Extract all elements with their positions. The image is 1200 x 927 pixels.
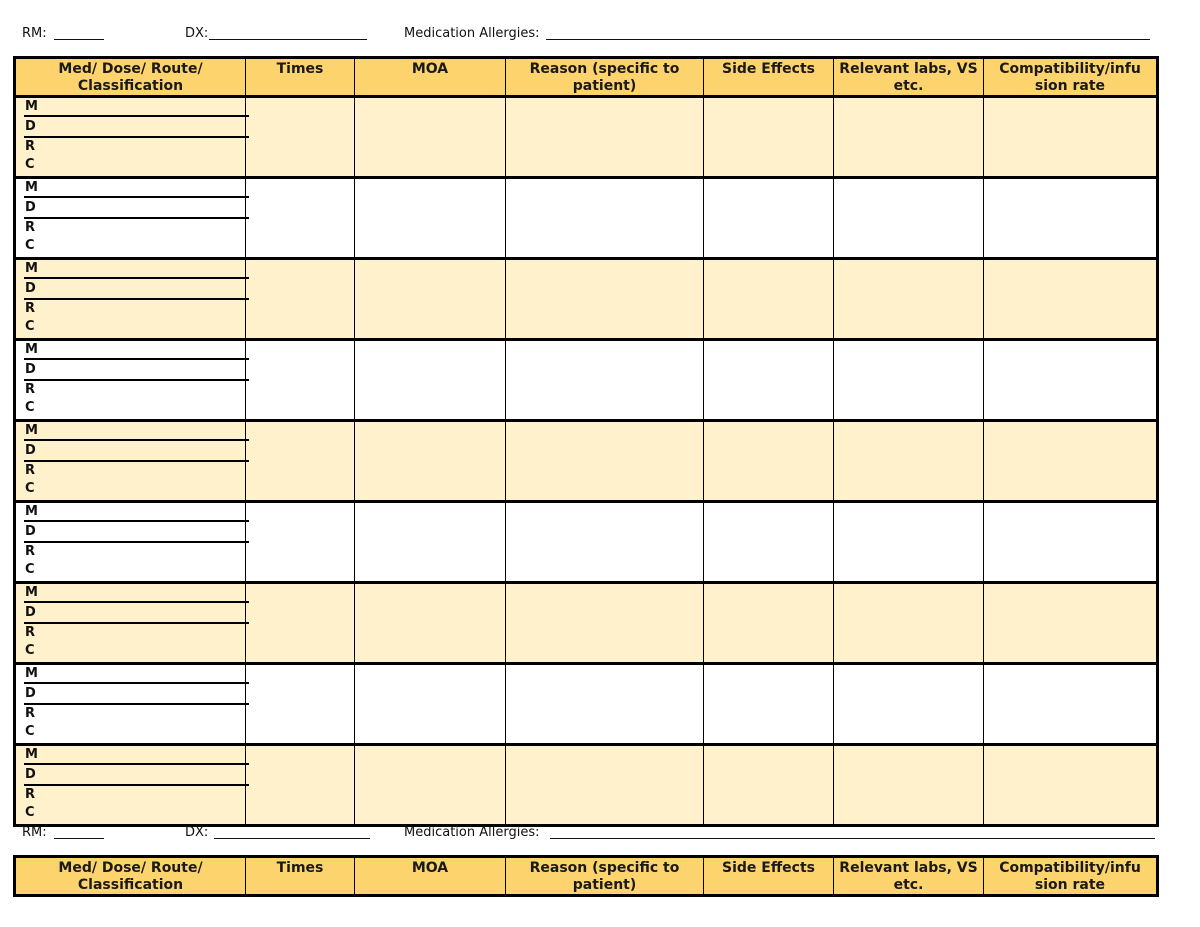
cell-med[interactable] (15, 259, 246, 340)
cell-moa[interactable] (355, 340, 506, 421)
cell-compatibility[interactable] (984, 745, 1158, 826)
cell-times[interactable] (246, 340, 355, 421)
mdrc-label-c: C (25, 319, 35, 334)
cell-labs[interactable] (834, 97, 984, 178)
table-row (15, 340, 1158, 421)
mdrc-label-c: C (25, 157, 35, 172)
mdrc-rule (24, 196, 249, 198)
dx-field[interactable] (209, 39, 367, 40)
mdrc-block (16, 341, 245, 419)
cell-labs[interactable] (834, 421, 984, 502)
cell-reason[interactable] (506, 421, 704, 502)
mdrc-label-r: R (25, 301, 36, 316)
cell-med[interactable] (15, 583, 246, 664)
mdrc-label-d: D (25, 605, 36, 620)
col-header-reason: Reason (specific to patient) (506, 58, 704, 97)
cell-labs[interactable] (834, 340, 984, 421)
mdrc-rule (24, 763, 249, 765)
header-fields-top (22, 26, 1158, 44)
mdrc-label-m: M (25, 261, 38, 276)
cell-compatibility[interactable] (984, 259, 1158, 340)
cell-compatibility[interactable] (984, 664, 1158, 745)
cell-side-effects[interactable] (704, 97, 834, 178)
mdrc-label-m: M (25, 423, 38, 438)
cell-side-effects[interactable] (704, 745, 834, 826)
mdrc-rule (24, 682, 249, 684)
mdrc-rule (24, 298, 249, 300)
cell-labs[interactable] (834, 259, 984, 340)
mdrc-label-r: R (25, 544, 36, 559)
cell-med[interactable] (15, 664, 246, 745)
cell-med[interactable] (15, 745, 246, 826)
cell-moa[interactable] (355, 583, 506, 664)
cell-moa[interactable] (355, 745, 506, 826)
allergies-field[interactable] (546, 39, 1150, 40)
cell-side-effects[interactable] (704, 583, 834, 664)
mdrc-rule (24, 622, 249, 624)
mdrc-label-m: M (25, 180, 38, 195)
table-row (15, 583, 1158, 664)
col-header-med-2: Med/ Dose/ Route/ Classification (15, 857, 246, 896)
mdrc-label-m: M (25, 504, 38, 519)
mdrc-label-c: C (25, 238, 35, 253)
cell-compatibility[interactable] (984, 340, 1158, 421)
cell-side-effects[interactable] (704, 664, 834, 745)
mdrc-block (16, 584, 245, 662)
col-header-moa: MOA (355, 58, 506, 97)
col-header-times: Times (246, 58, 355, 97)
cell-labs[interactable] (834, 502, 984, 583)
mdrc-label-d: D (25, 362, 36, 377)
col-header-moa-2: MOA (355, 857, 506, 896)
cell-reason[interactable] (506, 340, 704, 421)
cell-reason[interactable] (506, 745, 704, 826)
mdrc-label-c: C (25, 562, 35, 577)
table-row (15, 745, 1158, 826)
cell-med[interactable] (15, 97, 246, 178)
cell-reason[interactable] (506, 502, 704, 583)
mdrc-label-m: M (25, 99, 38, 114)
mdrc-block (16, 665, 245, 743)
cell-side-effects[interactable] (704, 178, 834, 259)
medication-table (13, 56, 1159, 827)
allergies-field-2[interactable] (550, 838, 1155, 839)
mdrc-rule (24, 784, 249, 786)
table-row (15, 178, 1158, 259)
mdrc-label-r: R (25, 787, 36, 802)
mdrc-label-r: R (25, 625, 36, 640)
table-row (15, 664, 1158, 745)
cell-moa[interactable] (355, 421, 506, 502)
mdrc-rule (24, 379, 249, 381)
mdrc-label-m: M (25, 342, 38, 357)
mdrc-rule (24, 217, 249, 219)
cell-labs[interactable] (834, 583, 984, 664)
cell-compatibility[interactable] (984, 97, 1158, 178)
col-header-reason-2: Reason (specific to patient) (506, 857, 704, 896)
col-header-compatibility-2: Compatibility/infu sion rate (984, 857, 1158, 896)
mdrc-label-m: M (25, 666, 38, 681)
col-header-med: Med/ Dose/ Route/ Classification (15, 58, 246, 97)
mdrc-block (16, 260, 245, 338)
dx-label-2: DX: (185, 825, 209, 840)
rm-field[interactable] (54, 39, 104, 40)
cell-labs[interactable] (834, 745, 984, 826)
cell-times[interactable] (246, 745, 355, 826)
mdrc-label-d: D (25, 524, 36, 539)
medication-table-2 (13, 855, 1159, 897)
mdrc-label-d: D (25, 119, 36, 134)
mdrc-label-c: C (25, 643, 35, 658)
cell-med[interactable] (15, 340, 246, 421)
cell-moa[interactable] (355, 664, 506, 745)
cell-reason[interactable] (506, 259, 704, 340)
cell-med[interactable] (15, 502, 246, 583)
table-row (15, 259, 1158, 340)
col-header-side-effects: Side Effects (704, 58, 834, 97)
mdrc-label-m: M (25, 585, 38, 600)
cell-compatibility[interactable] (984, 583, 1158, 664)
cell-times[interactable] (246, 664, 355, 745)
cell-compatibility[interactable] (984, 502, 1158, 583)
mdrc-block (16, 503, 245, 581)
table-row (15, 502, 1158, 583)
mdrc-label-c: C (25, 400, 35, 415)
rm-field-2[interactable] (54, 838, 104, 839)
mdrc-block (16, 422, 245, 500)
cell-side-effects[interactable] (704, 259, 834, 340)
rm-label-2: RM: (22, 825, 47, 840)
mdrc-label-r: R (25, 220, 36, 235)
col-header-compatibility: Compatibility/infu sion rate (984, 58, 1158, 97)
cell-reason[interactable] (506, 178, 704, 259)
cell-med[interactable] (15, 178, 246, 259)
cell-compatibility[interactable] (984, 421, 1158, 502)
mdrc-block (16, 179, 245, 257)
mdrc-label-d: D (25, 686, 36, 701)
mdrc-rule (24, 136, 249, 138)
mdrc-rule (24, 277, 249, 279)
cell-reason[interactable] (506, 583, 704, 664)
mdrc-label-r: R (25, 139, 36, 154)
mdrc-label-d: D (25, 767, 36, 782)
mdrc-block (16, 98, 245, 176)
mdrc-rule (24, 703, 249, 705)
cell-side-effects[interactable] (704, 421, 834, 502)
header-fields-bottom (22, 825, 1158, 843)
cell-moa[interactable] (355, 502, 506, 583)
cell-times[interactable] (246, 259, 355, 340)
cell-compatibility[interactable] (984, 178, 1158, 259)
mdrc-block (16, 746, 245, 824)
medication-rows (15, 97, 1158, 826)
cell-times[interactable] (246, 502, 355, 583)
col-header-labs-2: Relevant labs, VS etc. (834, 857, 984, 896)
mdrc-label-c: C (25, 724, 35, 739)
col-header-side-effects-2: Side Effects (704, 857, 834, 896)
mdrc-label-d: D (25, 281, 36, 296)
cell-reason[interactable] (506, 97, 704, 178)
cell-times[interactable] (246, 421, 355, 502)
cell-times[interactable] (246, 583, 355, 664)
mdrc-label-r: R (25, 382, 36, 397)
cell-side-effects[interactable] (704, 340, 834, 421)
cell-times[interactable] (246, 178, 355, 259)
mdrc-rule (24, 115, 249, 117)
dx-field-2[interactable] (214, 838, 370, 839)
col-header-times-2: Times (246, 857, 355, 896)
mdrc-label-d: D (25, 200, 36, 215)
mdrc-label-c: C (25, 481, 35, 496)
allergies-label-2: Medication Allergies: (404, 825, 540, 840)
cell-times[interactable] (246, 97, 355, 178)
cell-reason[interactable] (506, 664, 704, 745)
mdrc-label-d: D (25, 443, 36, 458)
table-row (15, 421, 1158, 502)
mdrc-label-r: R (25, 706, 36, 721)
mdrc-rule (24, 520, 249, 522)
cell-labs[interactable] (834, 178, 984, 259)
cell-moa[interactable] (355, 178, 506, 259)
table-row (15, 97, 1158, 178)
cell-side-effects[interactable] (704, 502, 834, 583)
col-header-labs: Relevant labs, VS etc. (834, 58, 984, 97)
mdrc-rule (24, 601, 249, 603)
mdrc-rule (24, 460, 249, 462)
mdrc-rule (24, 541, 249, 543)
mdrc-label-r: R (25, 463, 36, 478)
mdrc-label-m: M (25, 747, 38, 762)
cell-med[interactable] (15, 421, 246, 502)
rm-label: RM: (22, 26, 47, 41)
mdrc-rule (24, 358, 249, 360)
cell-moa[interactable] (355, 259, 506, 340)
cell-moa[interactable] (355, 97, 506, 178)
dx-label: DX: (185, 26, 209, 41)
allergies-label: Medication Allergies: (404, 26, 540, 41)
mdrc-label-c: C (25, 805, 35, 820)
mdrc-rule (24, 439, 249, 441)
cell-labs[interactable] (834, 664, 984, 745)
